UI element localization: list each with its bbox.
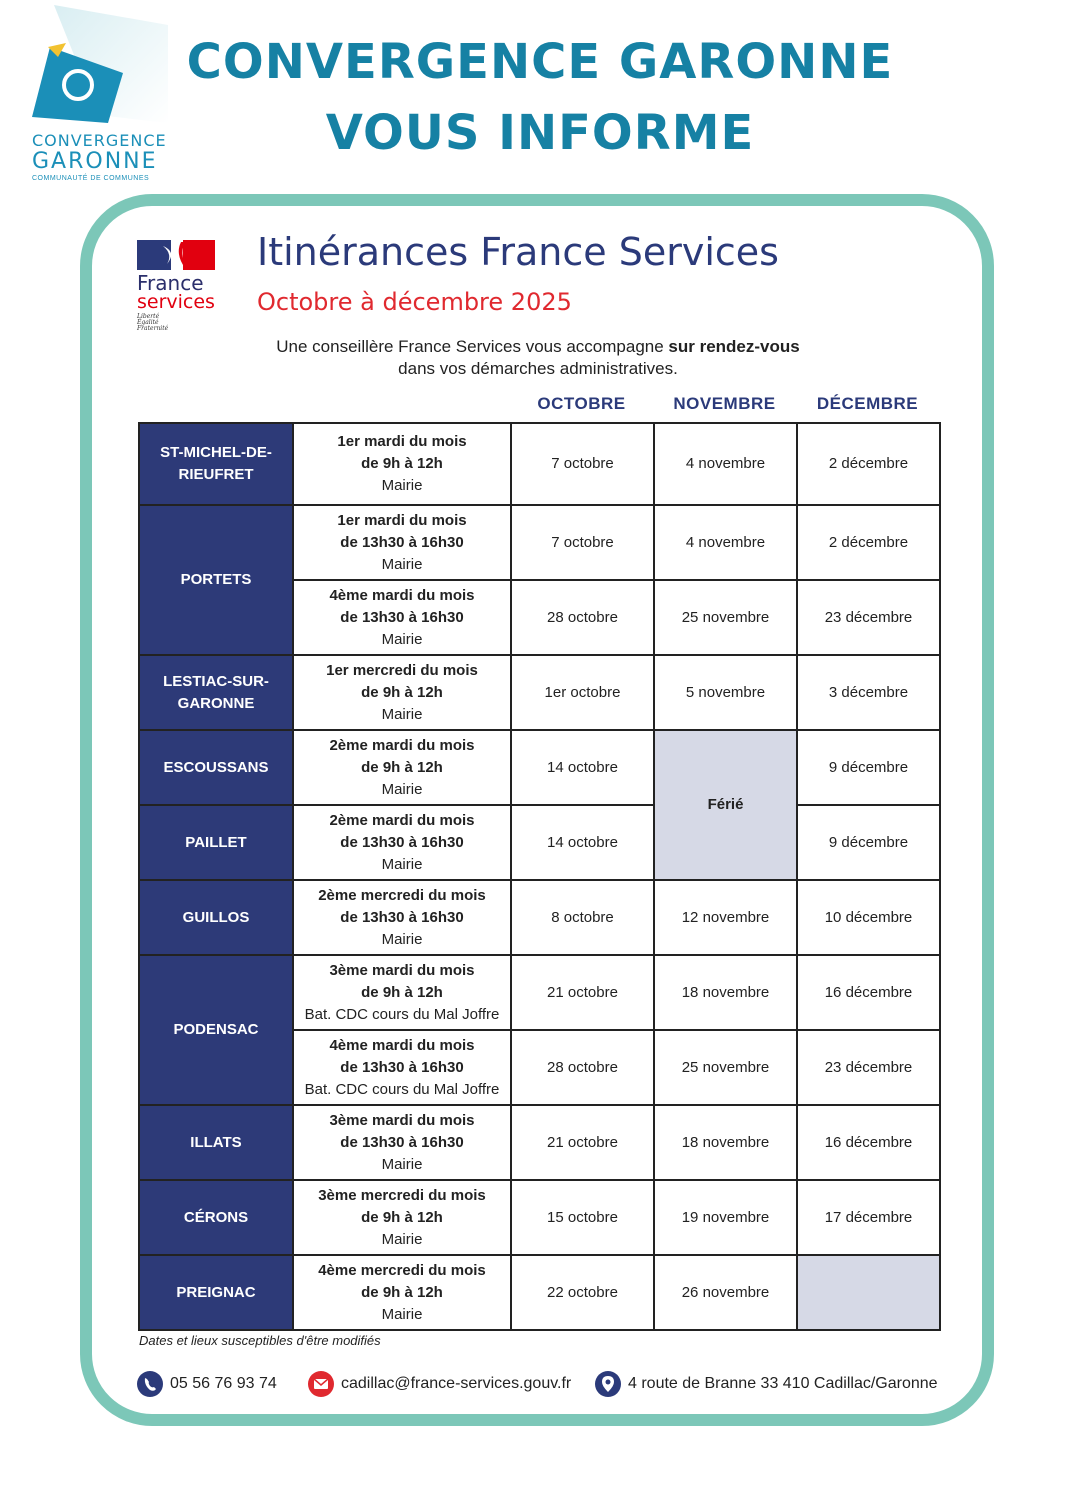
place-text: Mairie: [381, 705, 423, 723]
intro-part2: dans vos démarches administratives.: [398, 359, 678, 378]
day-text: 2ème mercredi du mois: [318, 886, 486, 904]
schedule-cell: [293, 955, 511, 1030]
schedule-table: [138, 422, 941, 1331]
date-cell-november: 19 novembre: [654, 1180, 797, 1255]
convergence-garonne-emblem-icon: [28, 5, 173, 130]
phone-icon: [136, 1370, 164, 1398]
location-pin-icon: [594, 1370, 622, 1398]
month-header-december: DÉCEMBRE: [816, 394, 919, 413]
email-address[interactable]: cadillac@france-services.gouv.fr: [341, 1375, 572, 1392]
date-cell-december: 3 décembre: [797, 655, 940, 730]
date-cell-december: 9 décembre: [797, 805, 940, 880]
date-cell-october: 1er octobre: [511, 655, 654, 730]
date-cell-november: 5 novembre: [654, 655, 797, 730]
contact-email[interactable]: [307, 1370, 571, 1398]
day-text: 1er mardi du mois: [337, 433, 467, 450]
commune-cell: CÉRONS: [139, 1180, 293, 1255]
date-cell-october: 7 octobre: [511, 423, 654, 505]
day-text: 4ème mercredi du mois: [318, 1261, 486, 1279]
date-cell-december: 2 décembre: [797, 423, 940, 505]
page-title-line-2: VOUS INFORME: [325, 105, 755, 161]
schedule-cell: [293, 423, 511, 505]
place-text: Bat. CDC cours du Mal Joffre: [304, 1080, 500, 1098]
table-row: [139, 655, 940, 730]
hours-text: de 9h à 12h: [361, 758, 443, 776]
convergence-garonne-logo: [28, 5, 173, 183]
date-cell-december: 10 décembre: [797, 880, 940, 955]
date-cell-november: 4 novembre: [654, 505, 797, 580]
logo-tagline: COMMUNAUTÉ DE COMMUNES: [32, 175, 150, 182]
card-subtitle: Octobre à décembre 2025: [257, 288, 572, 316]
disclaimer-note: Dates et lieux susceptibles d'être modifiés: [139, 1333, 381, 1348]
day-text: 3ème mercredi du mois: [318, 1186, 486, 1204]
date-cell-october: 14 octobre: [511, 805, 654, 880]
intro-part1: Une conseillère France Services vous accompagne: [276, 337, 669, 356]
hours-text: de 9h à 12h: [361, 1283, 443, 1301]
date-cell-november: 26 novembre: [654, 1255, 797, 1330]
date-cell-october: 28 octobre: [511, 580, 654, 655]
date-cell-november: 12 novembre: [654, 880, 797, 955]
hours-text: de 9h à 12h: [361, 455, 443, 472]
date-cell-december: 16 décembre: [797, 955, 940, 1030]
date-cell-november: 18 novembre: [654, 955, 797, 1030]
date-cell-october: 21 octobre: [511, 1105, 654, 1180]
phone-number[interactable]: 05 56 76 93 74: [170, 1375, 277, 1392]
email-icon: [307, 1370, 335, 1398]
place-text: Mairie: [381, 930, 423, 948]
day-text: 3ème mardi du mois: [329, 1111, 475, 1129]
commune-cell: ST-MICHEL-DE-RIEUFRET: [139, 423, 293, 505]
fs-logo-word-france: France: [137, 271, 204, 295]
marianne-flag-icon: [137, 240, 215, 270]
date-cell-december: 23 décembre: [797, 1030, 940, 1105]
fs-logo-word-services: services: [137, 291, 215, 313]
day-text: 1er mardi du mois: [337, 511, 467, 529]
date-cell-december: 2 décembre: [797, 505, 940, 580]
table-row: [139, 1255, 940, 1330]
date-cell-november: 25 novembre: [654, 580, 797, 655]
schedule-cell: [293, 580, 511, 655]
date-cell-december-empty: [797, 1255, 940, 1330]
page-title-line-1: CONVERGENCE GARONNE: [186, 34, 894, 90]
schedule-cell: [293, 1105, 511, 1180]
commune-cell: PREIGNAC: [139, 1255, 293, 1330]
place-text: Mairie: [381, 855, 423, 873]
date-cell-october: 21 octobre: [511, 955, 654, 1030]
place-text: Mairie: [381, 555, 423, 573]
hours-text: de 13h30 à 16h30: [340, 833, 464, 851]
date-cell-december: 16 décembre: [797, 1105, 940, 1180]
place-text: Mairie: [381, 477, 423, 494]
day-text: 4ème mardi du mois: [329, 586, 475, 604]
intro-text: [200, 336, 876, 380]
place-text: Mairie: [381, 1155, 423, 1173]
place-text: Mairie: [381, 780, 423, 798]
hours-text: de 13h30 à 16h30: [340, 1133, 464, 1151]
logo-word-convergence: CONVERGENCE: [32, 131, 167, 150]
schedule-cell: [293, 730, 511, 805]
schedule-cell: [293, 1255, 511, 1330]
schedule-cell: [293, 655, 511, 730]
commune-cell: LESTIAC-SUR-GARONNE: [139, 655, 293, 730]
contact-address: [594, 1370, 938, 1398]
date-cell-november: 4 novembre: [654, 423, 797, 505]
place-text: Mairie: [381, 630, 423, 648]
table-row: [139, 423, 940, 505]
table-row: [139, 730, 940, 805]
commune-cell: PAILLET: [139, 805, 293, 880]
month-header-november: NOVEMBRE: [673, 394, 776, 413]
date-cell-october: 28 octobre: [511, 1030, 654, 1105]
place-text: Mairie: [381, 1305, 423, 1323]
date-cell-december: 9 décembre: [797, 730, 940, 805]
table-row: [139, 1105, 940, 1180]
place-text: Bat. CDC cours du Mal Joffre: [304, 1005, 500, 1023]
date-cell-october: 7 octobre: [511, 505, 654, 580]
ferie-cell: Férié: [654, 730, 797, 880]
month-header-october: OCTOBRE: [537, 394, 626, 413]
schedule-cell: [293, 1030, 511, 1105]
hours-text: de 13h30 à 16h30: [340, 533, 464, 551]
france-services-logo: [137, 240, 237, 340]
hours-text: de 13h30 à 16h30: [340, 1058, 464, 1076]
day-text: 4ème mardi du mois: [329, 1036, 475, 1054]
hours-text: de 9h à 12h: [361, 683, 443, 701]
commune-cell: ILLATS: [139, 1105, 293, 1180]
day-text: 2ème mardi du mois: [329, 736, 475, 754]
commune-cell: GUILLOS: [139, 880, 293, 955]
date-cell-october: 8 octobre: [511, 880, 654, 955]
date-cell-october: 14 octobre: [511, 730, 654, 805]
date-cell-october: 15 octobre: [511, 1180, 654, 1255]
hours-text: de 9h à 12h: [361, 983, 443, 1001]
commune-cell: PORTETS: [139, 505, 293, 655]
table-row: [139, 1180, 940, 1255]
date-cell-november: 18 novembre: [654, 1105, 797, 1180]
hours-text: de 13h30 à 16h30: [340, 908, 464, 926]
date-cell-november: 25 novembre: [654, 1030, 797, 1105]
day-text: 1er mercredi du mois: [326, 661, 478, 679]
day-text: 3ème mardi du mois: [329, 961, 475, 979]
date-cell-december: 17 décembre: [797, 1180, 940, 1255]
table-row: [139, 955, 940, 1030]
hours-text: de 13h30 à 16h30: [340, 608, 464, 626]
table-row: [139, 880, 940, 955]
schedule-cell: [293, 805, 511, 880]
table-row: [139, 505, 940, 580]
contact-phone[interactable]: [136, 1370, 277, 1398]
fs-logo-motto: Liberté Égalité Fraternité: [137, 313, 169, 332]
date-cell-december: 23 décembre: [797, 580, 940, 655]
date-cell-october: 22 octobre: [511, 1255, 654, 1330]
commune-cell: ESCOUSSANS: [139, 730, 293, 805]
commune-cell: PODENSAC: [139, 955, 293, 1105]
schedule-cell: [293, 880, 511, 955]
hours-text: de 9h à 12h: [361, 1208, 443, 1226]
place-text: Mairie: [381, 1230, 423, 1248]
intro-bold: sur rendez-vous: [668, 337, 800, 356]
day-text: 2ème mardi du mois: [329, 811, 475, 829]
schedule-cell: [293, 505, 511, 580]
table-row: [139, 805, 940, 880]
card-title: Itinérances France Services: [257, 230, 779, 274]
logo-word-garonne: GARONNE: [32, 149, 158, 174]
schedule-cell: [293, 1180, 511, 1255]
address-text: 4 route de Branne 33 410 Cadillac/Garonne: [628, 1375, 938, 1392]
